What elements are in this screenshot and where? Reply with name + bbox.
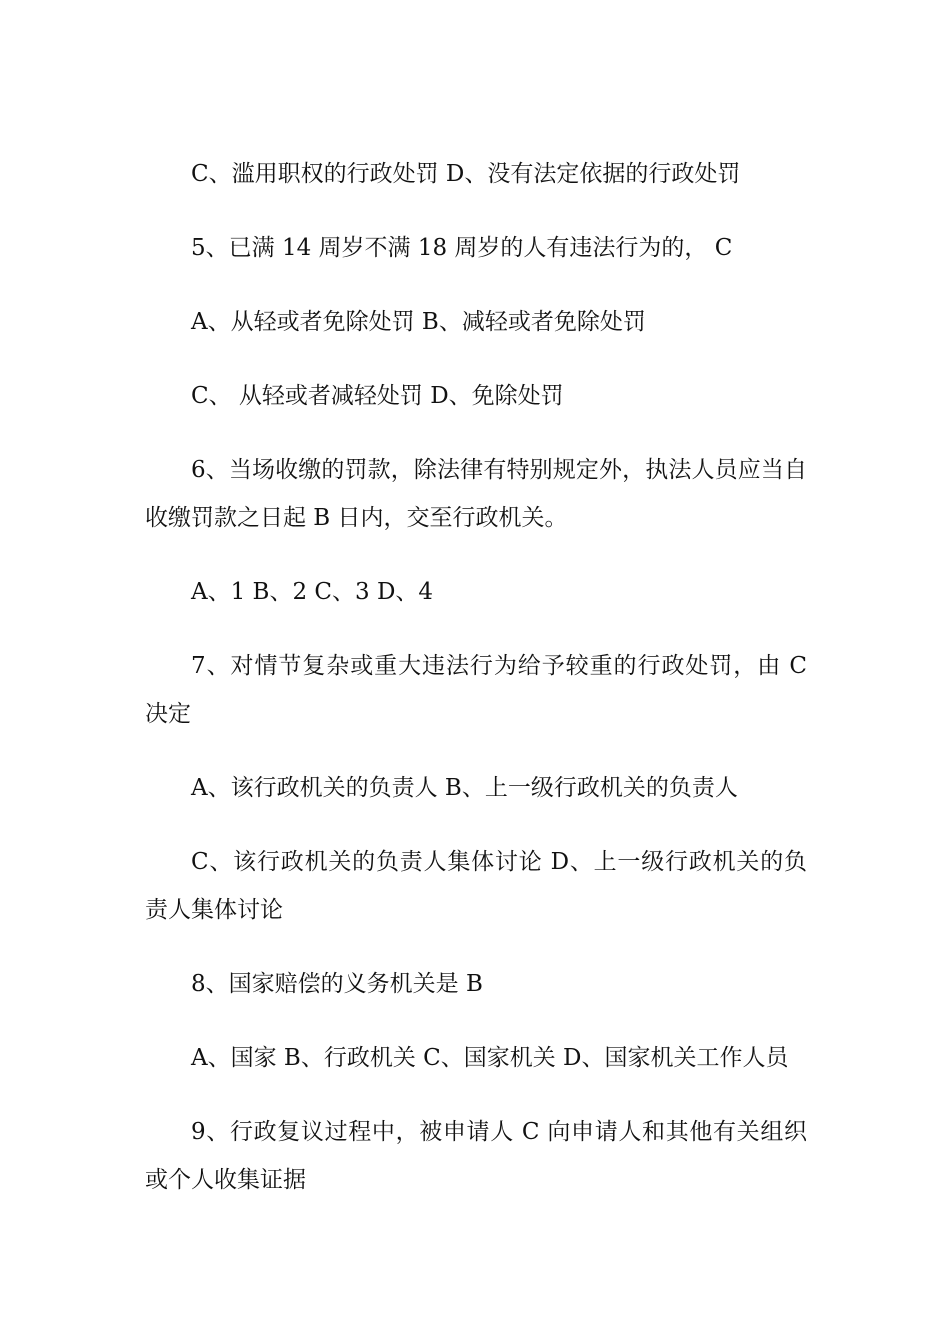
document-body (145, 150, 807, 1230)
option-line-5-ab: A、从轻或者免除处罚 B、减轻或者免除处罚 (191, 309, 646, 335)
question-5: 5、已满 14 周岁不满 18 周岁的人有违法行为的， C (191, 235, 733, 261)
option-line-5-cd: C、 从轻或者减轻处罚 D、免除处罚 (191, 383, 564, 409)
option-line-8: A、国家 B、行政机关 C、国家机关 D、国家机关工作人员 (191, 1045, 789, 1071)
option-line-7-cd: C、该行政机关的负责人集体讨论 D、上一级行政机关的负责人集体讨论 (145, 849, 807, 923)
question-8: 8、国家赔偿的义务机关是 B (191, 971, 483, 997)
option-line-7-ab: A、该行政机关的负责人 B、上一级行政机关的负责人 (191, 775, 738, 801)
question-9: 9、行政复议过程中，被申请人 C 向申请人和其他有关组织或个人收集证据 (145, 1119, 807, 1193)
question-6: 6、当场收缴的罚款，除法律有特别规定外，执法人员应当自收缴罚款之日起 B 日内，交至行政机关。 (145, 457, 807, 531)
option-line-4-cd: C、滥用职权的行政处罚 D、没有法定依据的行政处罚 (191, 161, 741, 187)
question-7: 7、对情节复杂或重大违法行为给予较重的行政处罚，由 C 决定 (145, 653, 807, 727)
option-line-6: A、1 B、2 C、3 D、4 (191, 579, 434, 605)
